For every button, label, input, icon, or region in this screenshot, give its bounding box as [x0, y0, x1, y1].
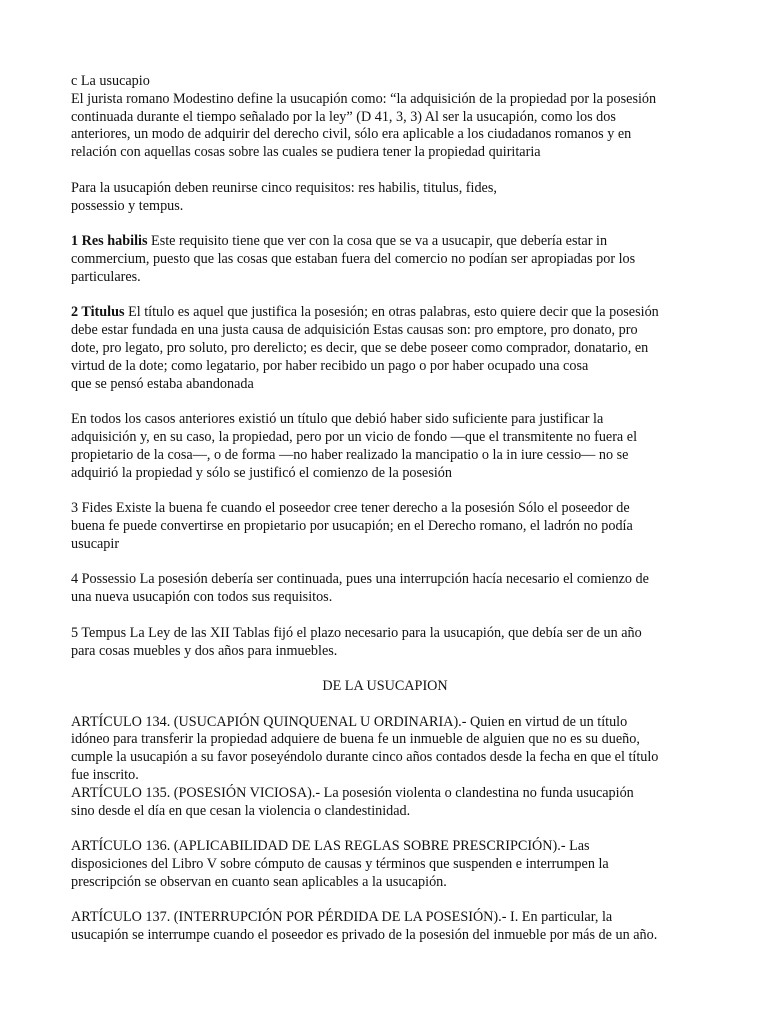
fides-line: 3 Fides Existe la buena fe cuando el poseedor cree tener derecho a la posesión Sólo el poseedor de — [71, 500, 630, 517]
res-habilis-line: commercium, puesto que las cosas que estaban fuera del comercio no podían ser apropiadas por los — [71, 250, 636, 267]
article-136-line: disposiciones del Libro V sobre cómputo de causas y términos que suspenden e interrumpen la — [71, 856, 609, 873]
article-136-line: prescripción se observan en cuanto sean aplicables a la usucapión. — [71, 873, 447, 890]
res-habilis-line: particulares. — [71, 268, 141, 285]
tempus-line: para cosas muebles y dos años para inmuebles. — [71, 642, 338, 659]
document-page — [71, 73, 699, 945]
section-title: DE LA USUCAPION — [322, 678, 448, 695]
titulus-first-text: El título es aquel que justifica la posesión; en otras palabras, esto quiere decir que la posesión — [124, 304, 659, 321]
requisitos-paragraph — [71, 180, 699, 216]
article-134-line: fue inscrito. — [71, 767, 139, 784]
possessio-line: una nueva usucapión con todos sus requisitos. — [71, 589, 333, 606]
casos-line: adquirió la propiedad y sólo se justificó el comienzo de la posesión — [71, 464, 452, 481]
casos-line: adquisición y, en su caso, la propiedad, pero por un vicio de fondo —que el transmitente no fuera el — [71, 428, 638, 445]
tempus-line: 5 Tempus La Ley de las XII Tablas fijó el plazo necesario para la usucapión, que debía ser de un año — [71, 624, 642, 641]
titulus-line: dote, pro legato, pro soluto, pro derelicto; es decir, que se debe poseer como comprador, donatario, en — [71, 339, 649, 356]
intro-line: relación con aquellas cosas sobre las cuales se pudiera tener la propiedad quiritaria — [71, 144, 541, 161]
res-habilis-first-text: Este requisito tiene que ver con la cosa que se va a usucapir, que debería estar in — [147, 233, 608, 250]
fides-line: buena fe puede convertirse en propietario por usucapión; en el Derecho romano, el ladrón no podía — [71, 517, 633, 534]
fides-line: usucapir — [71, 535, 120, 552]
possessio-paragraph — [71, 571, 699, 607]
titulus-line: virtud de la dote; como legatario, por haber recibido un pago o por haber ocupado una cosa — [71, 357, 589, 374]
article-134 — [71, 714, 699, 785]
article-136 — [71, 838, 699, 891]
article-136-line: ARTÍCULO 136. (APLICABILIDAD DE LAS REGLAS SOBRE PRESCRIPCIÓN).- Las — [71, 838, 590, 855]
article-135-line: sino desde el día en que cesan la violencia o clandestinidad. — [71, 802, 411, 819]
article-137-line: usucapión se interrumpe cuando el poseedor es privado de la posesión del inmueble por más de un año. — [71, 927, 658, 944]
titulus-line: que se pensó estaba abandonada — [71, 375, 254, 392]
intro-heading: c La usucapio — [71, 73, 150, 89]
article-134-line: idóneo para transferir la propiedad adquiere de buena fe un inmueble de alguien que no es su dueño, — [71, 731, 640, 748]
res-habilis-label: 1 Res habilis — [71, 233, 148, 250]
requisitos-line: Para la usucapión deben reunirse cinco requisitos: res habilis, titulus, fides, — [71, 179, 497, 196]
article-135 — [71, 785, 699, 821]
article-134-line: cumple la usucapión a su favor poseyéndolo durante cinco años contados desde la fecha en que el título — [71, 749, 659, 766]
article-137-line: ARTÍCULO 137. (INTERRUPCIÓN POR PÉRDIDA DE LA POSESIÓN).- I. En particular, la — [71, 909, 613, 926]
article-134-line: ARTÍCULO 134. (USUCAPIÓN QUINQUENAL U ORDINARIA).- Quien en virtud de un título — [71, 713, 628, 730]
casos-paragraph — [71, 411, 699, 482]
requisitos-line: possessio y tempus. — [71, 197, 184, 214]
casos-line: propietario de la cosa—, o de forma —no haber realizado la mancipatio o la in iure cessio— no se — [71, 446, 629, 463]
titulus-label: 2 Titulus — [71, 304, 125, 321]
article-137 — [71, 909, 699, 945]
titulus-line: debe estar fundada en una justa causa de adquisición Estas causas son: pro emptore, pro donato, pro — [71, 322, 638, 339]
intro-line: continuada durante el tiempo señalado por la ley” (D 41, 3, 3) Al ser la usucapión, como los dos — [71, 108, 616, 125]
fides-paragraph — [71, 500, 699, 553]
titulus-paragraph — [71, 304, 699, 393]
possessio-line: 4 Possessio La posesión debería ser continuada, pues una interrupción hacía necesario el comienzo de — [71, 571, 649, 588]
tempus-paragraph — [71, 625, 699, 661]
res-habilis-paragraph — [71, 233, 699, 286]
titulus-first-line — [71, 304, 699, 322]
article-135-line: ARTÍCULO 135. (POSESIÓN VICIOSA).- La posesión violenta o clandestina no funda usucapión — [71, 784, 634, 801]
casos-line: En todos los casos anteriores existió un título que debió haber sido suficiente para justificar la — [71, 411, 604, 428]
intro-line: anteriores, un modo de adquirir del derecho civil, sólo era aplicable a los ciudadanos romanos y en — [71, 126, 632, 143]
res-habilis-first-line — [71, 233, 699, 251]
intro-line: El jurista romano Modestino define la usucapión como: “la adquisición de la propiedad por la posesión — [71, 90, 657, 107]
intro-paragraph — [71, 73, 699, 162]
